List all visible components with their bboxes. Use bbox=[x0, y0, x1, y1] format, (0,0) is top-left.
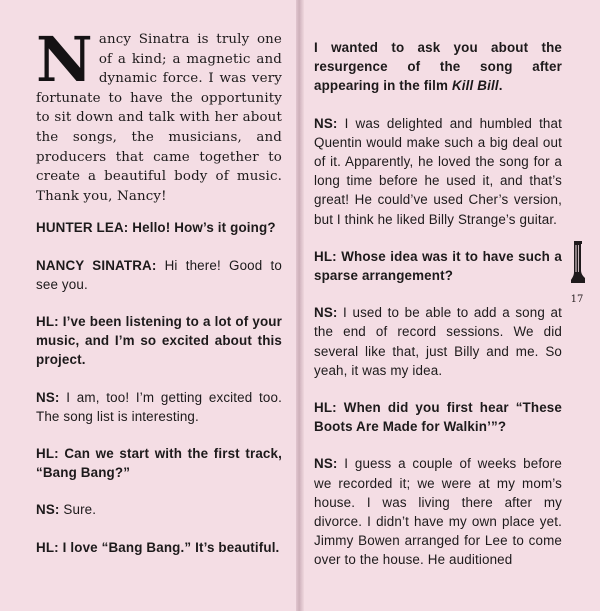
line-text: I am, too! I’m getting excited too. The song list is interesting. bbox=[36, 389, 282, 424]
question-2 bbox=[314, 247, 562, 285]
interview-line-4 bbox=[36, 388, 282, 426]
boot-silhouette-icon bbox=[568, 240, 586, 284]
interview-line-7 bbox=[36, 538, 282, 557]
interview-line-5 bbox=[36, 444, 282, 482]
question-kill-bill bbox=[314, 38, 562, 96]
intro-text: ancy Sinatra is truly one of a kind; a magnetic and dynamic force. I was very fortunate to have the opportunity to sit down and talk with her about the songs, the musicians, and producers that came together to create a beautiful body of music. Thank you, Nancy! bbox=[36, 32, 282, 204]
line-text: I wanted to ask you about the resurgence of the song after appearing in the film bbox=[314, 40, 562, 94]
speaker: NS: bbox=[314, 115, 338, 131]
line-text: Hello! How’s it going? bbox=[128, 220, 276, 236]
speaker: HL: bbox=[36, 539, 59, 555]
speaker: HL: bbox=[36, 313, 59, 329]
line-text: Sure. bbox=[59, 502, 97, 518]
interview-line-3 bbox=[36, 312, 282, 370]
speaker: NS: bbox=[36, 502, 60, 518]
answer-1 bbox=[314, 114, 562, 229]
line-text: I love “Bang Bang.” It’s beautiful. bbox=[58, 539, 280, 555]
intro-paragraph bbox=[36, 23, 282, 206]
line-text: Can we start with the first track, “Bang Bang?” bbox=[36, 445, 282, 481]
speaker: NS: bbox=[314, 456, 338, 472]
speaker: HUNTER LEA: bbox=[36, 220, 129, 236]
interview-line-1 bbox=[36, 218, 282, 237]
line-text: Whose idea was it to have such a sparse arrangement? bbox=[314, 248, 562, 284]
line-text: Hi there! Good to see you. bbox=[36, 257, 282, 292]
left-column bbox=[36, 23, 282, 575]
line-text: I’ve been listening to a lot of your music, and I’m so excited about this project. bbox=[36, 313, 282, 368]
drop-cap: N bbox=[36, 23, 93, 96]
center-fold bbox=[296, 0, 304, 611]
answer-2 bbox=[314, 303, 562, 380]
line-text: When did you first hear “These Boots Are Made for Walkin’”? bbox=[314, 400, 562, 435]
right-column bbox=[314, 38, 562, 588]
line-end: . bbox=[498, 78, 503, 94]
interview-line-6 bbox=[36, 500, 282, 519]
question-3 bbox=[314, 398, 562, 436]
line-text: I was delighted and humbled that Quentin would make such a big deal out of it. Apparently, he loved the song for a long time before he used it, and that’s great! He could’ve used Cher’s version, but I think he liked Billy Strange’s guitar. bbox=[314, 115, 562, 227]
speaker: HL: bbox=[314, 400, 337, 416]
film-title: Kill Bill bbox=[451, 78, 499, 94]
speaker: HL: bbox=[36, 445, 59, 461]
line-text: I guess a couple of weeks before we recorded it; we were at my mom’s house. I was living there after my divorce. I didn’t have my own place yet. Jimmy Bowen arranged for Lee to come over to the house. He auditioned bbox=[314, 456, 562, 568]
page-number: 17 bbox=[570, 294, 584, 305]
speaker: HL: bbox=[314, 248, 337, 264]
speaker: NANCY SINATRA: bbox=[36, 257, 157, 273]
line-text: I used to be able to add a song at the end of record sessions. We did several like that, just Billy and me. So yeah, it was my idea. bbox=[314, 305, 562, 378]
speaker: NS: bbox=[314, 305, 338, 321]
speaker: NS: bbox=[36, 389, 60, 405]
interview-line-2 bbox=[36, 256, 282, 294]
answer-3 bbox=[314, 454, 562, 569]
